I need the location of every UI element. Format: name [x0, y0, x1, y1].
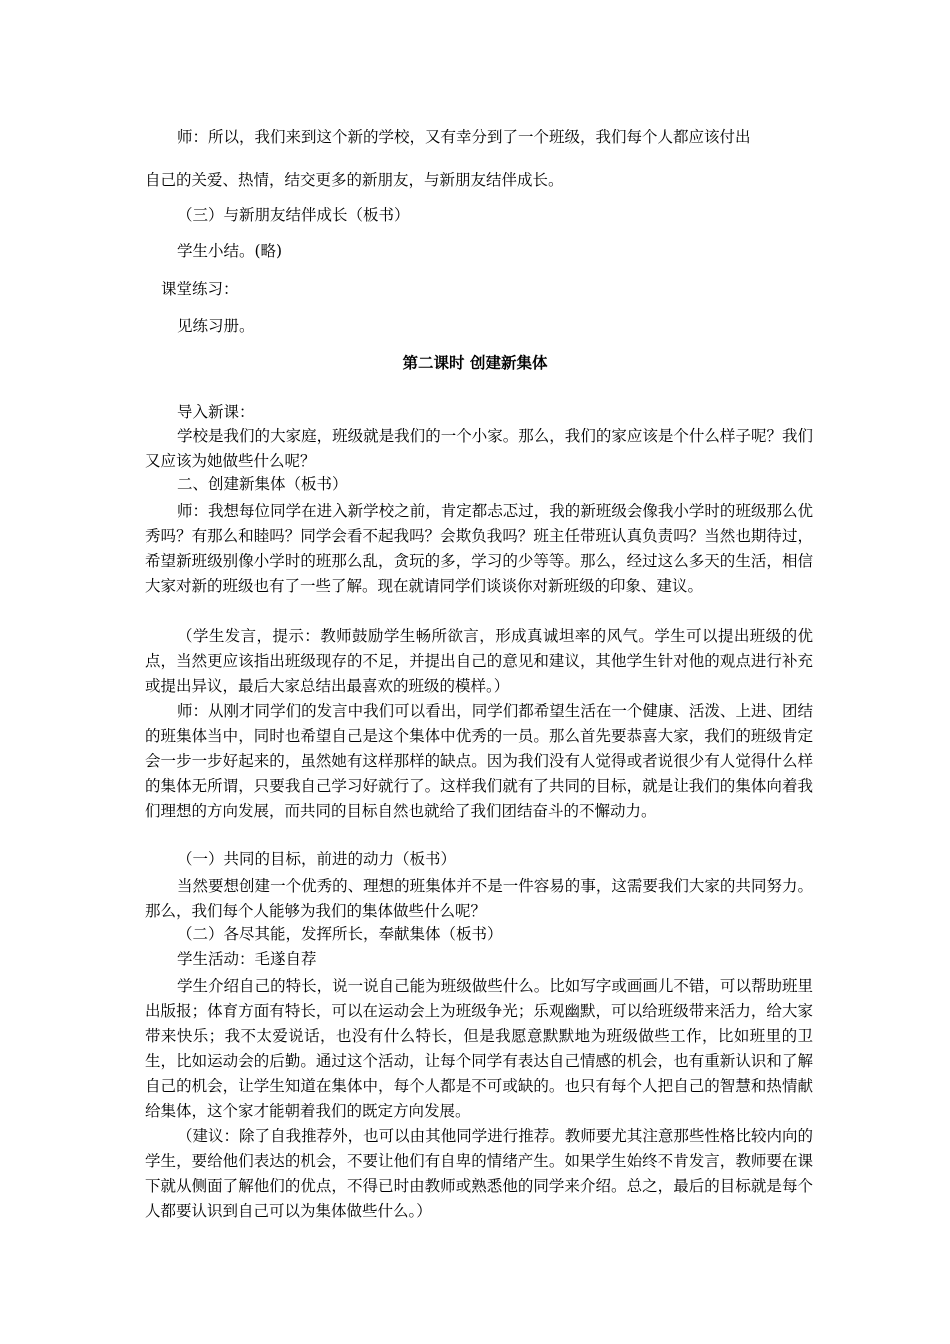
note-paragraph: （建议：除了自我推荐外，也可以由其他同学进行推荐。教师要尤其注意那些性格比较内向的学生，要给他们表达的机会，不要让他们有自卑的情绪产生。如果学生始终不肯发言，教师要在课下就从侧面了解他们的优点，不得已时由教师或熟悉他的同学来介绍。总之，最后的目标就是每个人都要认识到自己可以为集体做些什么。）: [145, 1127, 813, 1220]
activity-paragraph: 学生介绍自己的特长，说一说自己能为班级做些什么。比如写字或画画儿不错，可以帮助班里出版报；体育方面有特长，可以在运动会上为班级争光；乐观幽默，可以给班级带来活力，给大家带来快乐；我不太爱说话，也没有什么特长，但是我愿意默默地为班级做些工作，比如班里的卫生，比如运动会的后勤。通过这个活动，让每个同学有表达自己情感的机会，也有重新认识和了解自己的机会，让学生知道在集体中，每个人都是不可或缺的。也只有每个人把自己的智慧和热情献给集体，这个家才能朝着我们的既定方向发展。: [145, 977, 813, 1120]
exercise-label: 课堂练习：: [161, 280, 239, 298]
paragraph-line: 自己的关爱、热情，结交更多的新朋友，与新朋友结伴成长。: [145, 171, 564, 189]
section-title: 第二课时 创建新集体: [402, 353, 548, 372]
board-heading: （一）共同的目标，前进的动力（板书）: [177, 850, 457, 868]
section-heading: 二、创建新集体（板书）: [177, 475, 348, 493]
effort-paragraph: 当然要想创建一个优秀的、理想的班集体并不是一件容易的事，这需要我们大家的共同努力。那么，我们每个人能够为我们的集体做些什么呢？: [145, 877, 813, 920]
intro-paragraph: 学校是我们的大家庭，班级就是我们的一个小家。那么，我们的家应该是个什么样子呢？我们又应该为她做些什么呢？: [145, 427, 813, 470]
note-paragraph: （学生发言，提示：教师鼓励学生畅所欲言，形成真诚坦率的风气。学生可以提出班级的优点，当然更应该指出班级现存的不足，并提出自己的意见和建议，其他学生针对他的观点进行补充或提出异议，最后大家总结出最喜欢的班级的模样。）: [145, 627, 813, 695]
activity-label: 学生活动：毛遂自荐: [177, 950, 317, 968]
teacher-paragraph: 师：从刚才同学们的发言中我们可以看出，同学们都希望生活在一个健康、活泼、上进、团结的班集体当中，同时也希望自己是这个集体中优秀的一员。那么首先要恭喜大家，我们的班级肯定会一步一步好起来的，虽然她有这样那样的缺点。因为我们没有人觉得或者说很少有人觉得什么样的集体无所谓，只要我自己学习好就行了。这样我们就有了共同的目标，就是让我们的集体向着我们理想的方向发展，而共同的目标自然也就给了我们团结奋斗的不懈动力。: [145, 702, 813, 820]
board-heading: （二）各尽其能，发挥所长，奉献集体（板书）: [177, 925, 503, 943]
summary-line: 学生小结。(略): [177, 242, 283, 260]
intro-label: 导入新课：: [177, 403, 255, 421]
paragraph-line: 师：所以，我们来到这个新的学校，又有幸分到了一个班级，我们每个人都应该付出: [177, 128, 751, 146]
exercise-text: 见练习册。: [177, 317, 255, 335]
teacher-paragraph: 师：我想每位同学在进入新学校之前，肯定都忐忑过，我的新班级会像我小学时的班级那么优秀吗？有那么和睦吗？同学会看不起我吗？会欺负我吗？班主任带班认真负责吗？当然也期待过，希望新班级别像小学时的班那么乱，贪玩的多，学习的少等等。那么，经过这么多天的生活，相信大家对新的班级也有了一些了解。现在就请同学们谈谈你对新班级的印象、建议。: [145, 502, 813, 595]
board-heading: （三）与新朋友结伴成长（板书）: [177, 206, 410, 224]
